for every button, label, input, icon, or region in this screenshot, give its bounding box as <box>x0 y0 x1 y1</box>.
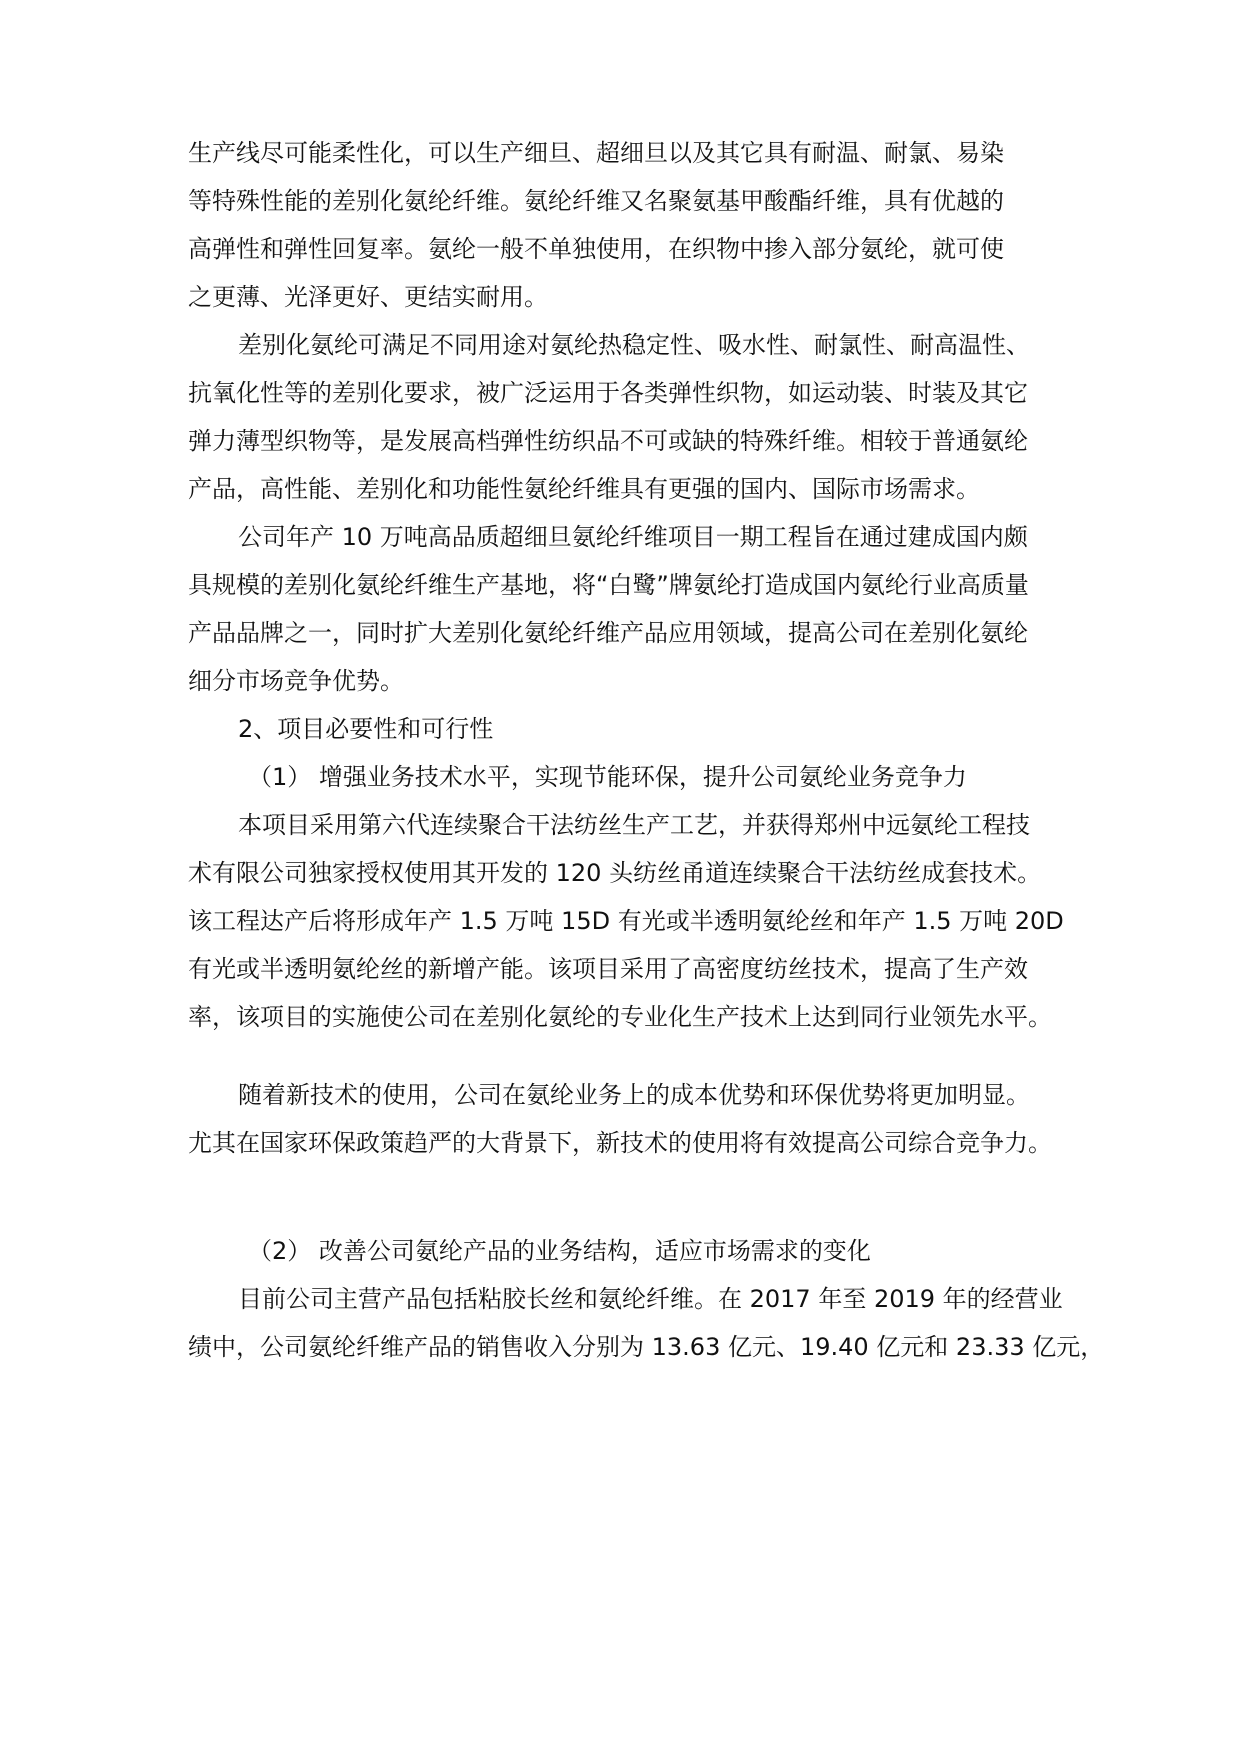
paragraph-3-start: 公司年产 10 万吨高品质超细旦氨纶纤维项目一期工程旨在通过建成国内颇 <box>238 523 1028 551</box>
text-line-12: 细分市场竞争优势。 <box>188 667 404 695</box>
subheading-1: （1） 增强业务技术水平，实现节能环保，提升公司氨纶业务竞争力 <box>248 763 967 791</box>
text-line-18: 有光或半透明氨纶丝的新增产能。该项目采用了高密度纺丝技术，提高了生产效 <box>188 955 1028 983</box>
text-line-2: 等特殊性能的差别化氨纶纤维。氨纶纤维又名聚氨基甲酸酯纤维，具有优越的 <box>188 187 1004 215</box>
text-line-17: 该工程达产后将形成年产 1.5 万吨 15D 有光或半透明氨纶丝和年产 1.5 万吨 20D <box>188 907 1064 935</box>
text-line-7: 弹力薄型织物等，是发展高档弹性纺织品不可或缺的特殊纤维。相较于普通氨纶 <box>188 427 1028 455</box>
text-line-4: 之更薄、光泽更好、更结实耐用。 <box>188 283 548 311</box>
section-heading: 2、项目必要性和可行性 <box>238 715 494 743</box>
subheading-2: （2） 改善公司氨纶产品的业务结构，适应市场需求的变化 <box>248 1237 871 1265</box>
text-line-19: 率，该项目的实施使公司在差别化氨纶的专业化生产技术上达到同行业领先水平。 <box>188 1003 1052 1031</box>
text-line-1: 生产线尽可能柔性化，可以生产细旦、超细旦以及其它具有耐温、耐氯、易染 <box>188 139 1004 167</box>
paragraph-2-start: 差别化氨纶可满足不同用途对氨纶热稳定性、吸水性、耐氯性、耐高温性、 <box>238 331 1030 359</box>
text-line-8: 产品，高性能、差别化和功能性氨纶纤维具有更强的国内、国际市场需求。 <box>188 475 980 503</box>
text-line-24: 绩中，公司氨纶纤维产品的销售收入分别为 13.63 亿元、19.40 亿元和 23.33 亿元， <box>188 1333 1105 1361</box>
text-line-21: 尤其在国家环保政策趋严的大背景下，新技术的使用将有效提高公司综合竞争力。 <box>188 1129 1052 1157</box>
paragraph-5-start: 随着新技术的使用，公司在氨纶业务上的成本优势和环保优势将更加明显。 <box>238 1081 1030 1109</box>
text-line-10: 具规模的差别化氨纶纤维生产基地，将“白鹭”牌氨纶打造成国内氨纶行业高质量 <box>188 571 1029 599</box>
text-line-16: 术有限公司独家授权使用其开发的 120 头纺丝甬道连续聚合干法纺丝成套技术。 <box>188 859 1042 887</box>
text-line-6: 抗氧化性等的差别化要求，被广泛运用于各类弹性织物，如运动装、时装及其它 <box>188 379 1028 407</box>
text-line-3: 高弹性和弹性回复率。氨纶一般不单独使用，在织物中掺入部分氨纶，就可使 <box>188 235 1004 263</box>
text-line-11: 产品品牌之一，同时扩大差别化氨纶纤维产品应用领域，提高公司在差别化氨纶 <box>188 619 1028 647</box>
paragraph-6-start: 目前公司主营产品包括粘胶长丝和氨纶纤维。在 2017 年至 2019 年的经营业 <box>238 1285 1063 1313</box>
paragraph-4-start: 本项目采用第六代连续聚合干法纺丝生产工艺，并获得郑州中远氨纶工程技 <box>238 811 1030 839</box>
